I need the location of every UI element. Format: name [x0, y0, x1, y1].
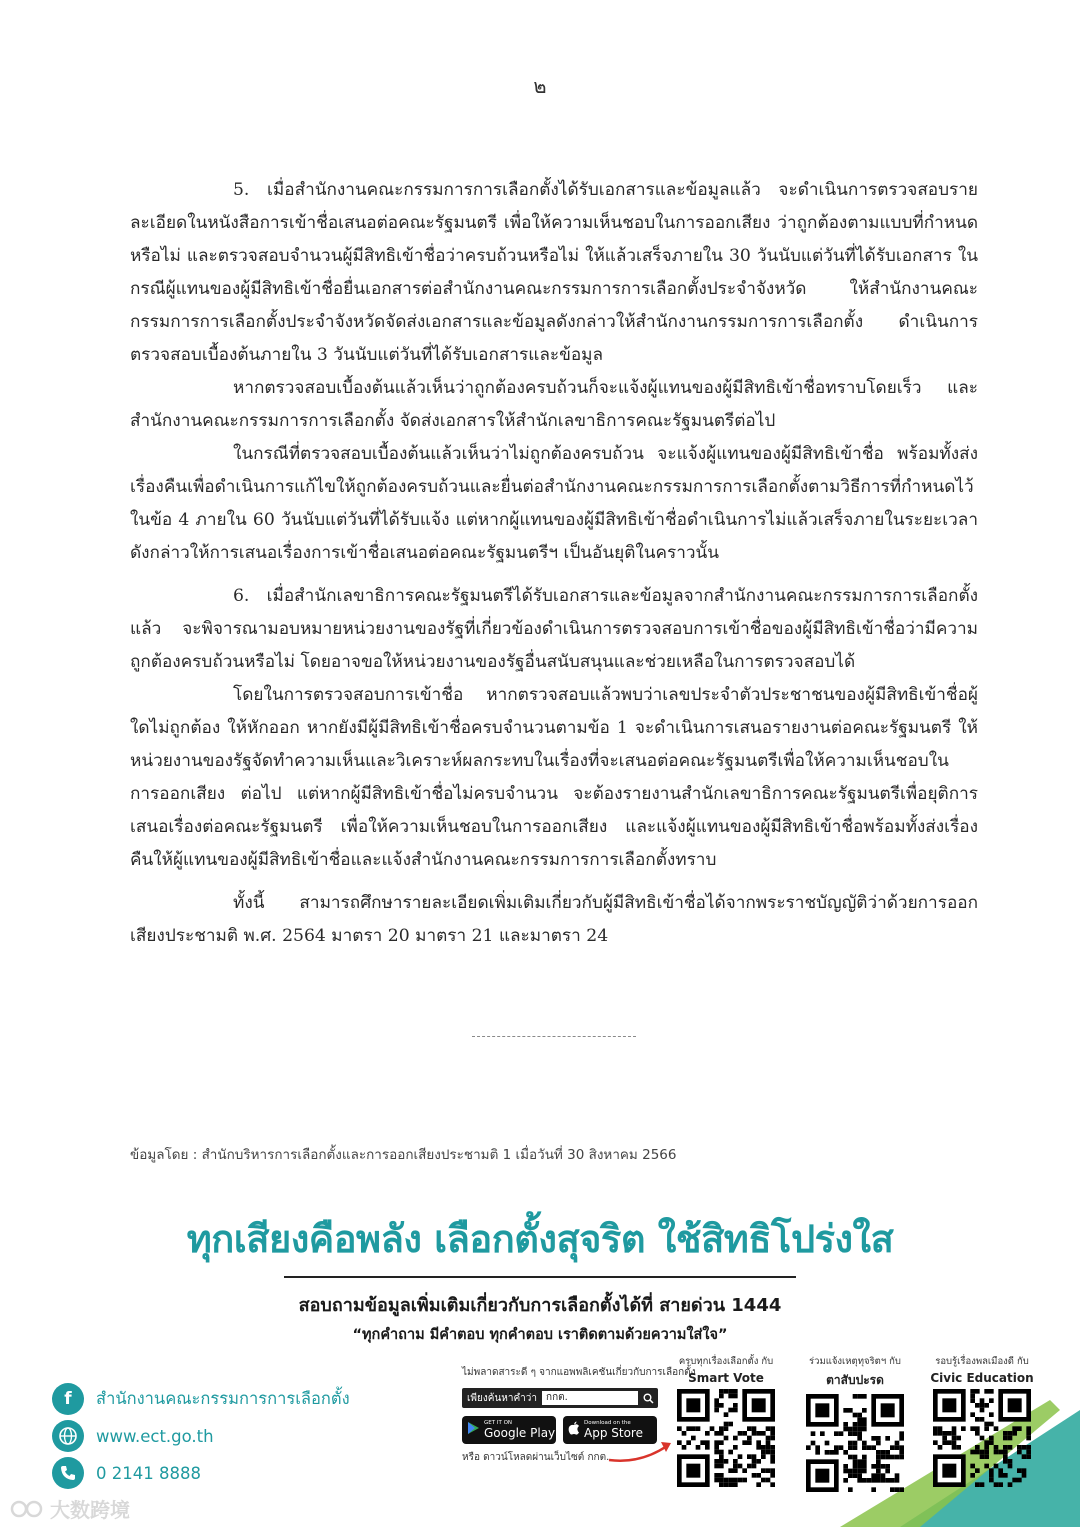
app-note: ไม่พลาดสาระดี ๆ จากแอพพลิเคชันเกี่ยวกับการเลือกตั้ง: [462, 1367, 696, 1378]
qr-code-icon: [933, 1389, 1031, 1487]
contact-facebook[interactable]: [52, 1383, 350, 1415]
hotline-text: สอบถามข้อมูลเพิ่มเติมเกี่ยวกับการเลือกตั้งได้ที่ สายด่วน 1444: [298, 1295, 782, 1316]
page-number: ๒: [533, 74, 547, 98]
document-body: [130, 174, 978, 953]
motto-text: “ทุกคำถาม มีคำตอบ ทุกคำตอบ เราติดตามด้วยความใส่ใจ”: [352, 1327, 728, 1343]
paragraph-5-incomplete: ในกรณีที่ตรวจสอบเบื้องต้นแล้วเห็นว่าไม่ถูกต้องครบถ้วน จะแจ้งผู้แทนของผู้มีสิทธิเข้าชื่อ พร้อมทั้งส่งเรื่องคืนเพื่อดำเนินการแก้ไขให้ถูกต้องครบถ้วนและยื่นต่อสำนักงานคณะกรรมการการเลือกตั้งตามวิธีการที่กำหนดไว้ในข้อ 4 ภายใน 60 วันนับแต่วันที่ได้รับแจ้ง แต่หากผู้แทนของผู้มีสิทธิเข้าชื่อดำเนินการไม่แล้วเสร็จภายในระยะเวลาดังกล่าวให้การเสนอเรื่องการเข้าชื่อเสนอต่อคณะรัฐมนตรีฯ เป็นอันยุติในคราวนั้น: [130, 444, 978, 563]
google-play-badge[interactable]: GET IT ON Google Play: [462, 1416, 556, 1444]
paragraph-6: 6. เมื่อสำนักเลขาธิการคณะรัฐมนตรีได้รับเอกสารและข้อมูลจากสำนักงานคณะกรรมการการเลือกตั้งแล้ว จะพิจารณามอบหมายหน่วยงานของรัฐที่เกี่ยวข้องดำเนินการตรวจสอบการเข้าชื่อของผู้มีสิทธิเข้าชื่อว่ามีความถูกต้องครบถ้วนหรือไม่ โดยอาจขอให้หน่วยงานของรัฐอื่นสนับสนุนและช่วยเหลือในการตรวจสอบได้: [130, 586, 978, 672]
qr-civic-education[interactable]: รอบรู้เรื่องพลเมืองดี กับ Civic Education: [927, 1354, 1037, 1491]
watermark: 大数跨境: [10, 1494, 130, 1523]
campaign-slogan: ทุกเสียงคือพลัง เลือกตั้งสุจริต ใช้สิทธิโปร่งใส: [186, 1217, 894, 1261]
app-search-bar[interactable]: [462, 1388, 658, 1408]
facebook-icon: f: [52, 1383, 84, 1415]
download-note: หรือ ดาวน์โหลดผ่านเว็บไซต์ กกต.: [462, 1452, 610, 1463]
paragraph-6-verification: โดยในการตรวจสอบการเข้าชื่อ หากตรวจสอบแล้วพบว่าเลขประจำตัวประชาชนของผู้มีสิทธิเข้าชื่อผู้ใดไม่ถูกต้อง ให้หักออก หากยังมีผู้มีสิทธิเข้าชื่อครบจำนวนตามข้อ 1 จะดำเนินการเสนอรายงานต่อคณะรัฐมนตรี ให้หน่วยงานของรัฐจัดทำความเห็นและวิเคราะห์ผลกระทบในเรื่องที่จะเสนอต่อคณะรัฐมนตรีเพื่อให้ความเห็นชอบในการออกเสียง ต่อไป แต่หากผู้มีสิทธิเข้าชื่อไม่ครบจำนวน จะต้องรายงานสำนักเลขาธิการคณะรัฐมนตรีเพื่อยุติการเสนอเรื่องต่อคณะรัฐมนตรี เพื่อให้ความเห็นชอบในการออกเสียง และแจ้งผู้แทนของผู้มีสิทธิเข้าชื่อพร้อมทั้งส่งเรื่องคืนให้ผู้แทนของผู้มีสิทธิเข้าชื่อและแจ้งสำนักงานคณะกรรมการการเลือกตั้งทราบ: [130, 685, 978, 870]
apple-icon: [568, 1421, 580, 1439]
facebook-label: สำนักงานคณะกรรมการการเลือกตั้ง: [96, 1389, 350, 1408]
app-store-badge[interactable]: Download on the App Store: [563, 1416, 657, 1444]
website-label: www.ect.go.th: [96, 1426, 214, 1446]
qr-ta-sapparot[interactable]: ร่วมแจ้งเหตุทุจริตฯ กับ ตาสับปะรด: [800, 1354, 910, 1496]
section-divider: [472, 1036, 636, 1037]
paragraph-reference: ทั้งนี้ สามารถศึกษารายละเอียดเพิ่มเติมเกี่ยวกับผู้มีสิทธิเข้าชื่อได้จากพระราชบัญญัติว่าด้วยการออกเสียงประชามติ พ.ศ. 2564 มาตรา 20 มาตรา 21 และมาตรา 24: [130, 893, 978, 946]
slogan-underline: [284, 1276, 796, 1278]
phone-label: 0 2141 8888: [96, 1463, 201, 1483]
contact-website[interactable]: [52, 1420, 214, 1452]
source-credit: ข้อมูลโดย : สำนักบริหารการเลือกตั้งและการออกเสียงประชามติ 1 เมื่อวันที่ 30 สิงหาคม 2566: [130, 1147, 677, 1163]
search-input[interactable]: กกต.: [542, 1391, 638, 1405]
search-label: เพียงค้นหาคำว่า: [467, 1392, 538, 1404]
watermark-logo-icon: [10, 1498, 44, 1520]
contact-phone[interactable]: [52, 1457, 201, 1489]
qr-smart-vote[interactable]: ครบทุกเรื่องเลือกตั้ง กับ Smart Vote: [671, 1354, 781, 1491]
phone-icon: [52, 1457, 84, 1489]
qr-code-icon: [677, 1389, 775, 1487]
qr-code-icon: [806, 1394, 904, 1492]
paragraph-5-followup: หากตรวจสอบเบื้องต้นแล้วเห็นว่าถูกต้องครบถ้วนก็จะแจ้งผู้แทนของผู้มีสิทธิเข้าชื่อทราบโดยเร็ว และสำนักงานคณะกรรมการการเลือกตั้ง จัดส่งเอกสารให้สำนักเลขาธิการคณะรัฐมนตรีต่อไป: [130, 378, 978, 431]
paragraph-5: 5. เมื่อสำนักงานคณะกรรมการการเลือกตั้งได้รับเอกสารและข้อมูลแล้ว จะดำเนินการตรวจสอบรายละเอียดในหนังสือการเข้าชื่อเสนอต่อคณะรัฐมนตรี เพื่อให้ความเห็นชอบในการออกเสียง ว่าถูกต้องตามแบบที่กำหนดหรือไม่ และตรวจสอบจำนวนผู้มีสิทธิเข้าชื่อว่าครบถ้วนหรือไม่ ให้แล้วเสร็จภายใน 30 วันนับแต่วันที่ได้รับเอกสาร ในกรณีผู้แทนของผู้มีสิทธิเข้าชื่อยื่นเอกสารต่อสำนักงานคณะกรรมการการเลือกตั้งประจำจังหวัด ให้สำนักงานคณะกรรมการการเลือกตั้งประจำจังหวัดจัดส่งเอกสารและข้อมูลดังกล่าวให้สำนักงานกรรมการการเลือกตั้ง ดำเนินการตรวจสอบเบื้องต้นภายใน 3 วันนับแต่วันที่ได้รับเอกสารและข้อมูล: [130, 180, 978, 365]
globe-icon: [52, 1420, 84, 1452]
red-arrow-icon: [605, 1436, 675, 1466]
play-icon: [467, 1421, 480, 1439]
search-icon: [640, 1391, 656, 1405]
